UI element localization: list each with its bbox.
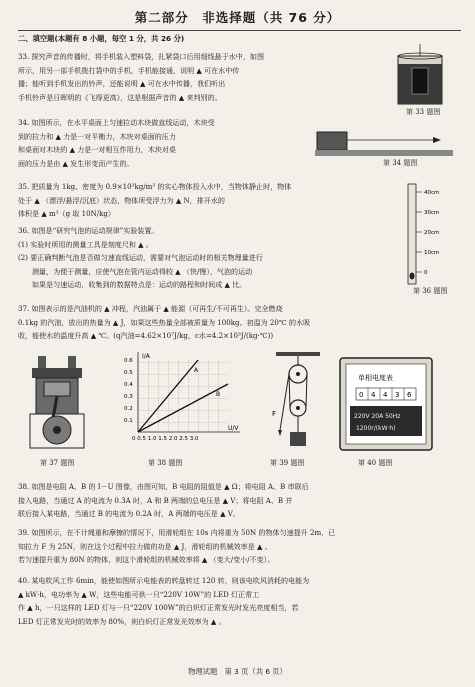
figure-36-caption: 第 36 题图 — [413, 287, 448, 295]
tube-mark: 30cm — [424, 210, 440, 216]
line-b-label: B — [216, 391, 221, 398]
q34-line: 面的压力是由 ▲ 发生形变而产生的。 — [18, 158, 134, 168]
meter-digit: 4 — [383, 391, 388, 399]
q38-line: 联后接入某电路，当通过 B 的电流为 0.2A 时，A 两端的电压是 ▲ V。 — [18, 509, 240, 519]
q36-line: 36. 如图是“研究气泡的运动规律”实验装置。 — [18, 226, 159, 235]
q33-line: 播；能听到手机发出的铃声，还能说明 ▲ 可在水中传播，我们听出 — [18, 79, 226, 89]
meter-digit: 3 — [395, 391, 400, 399]
q34-line: 34. 如图所示，在水平桌面上匀速拉动木块做直线运动，木块受 — [18, 118, 215, 127]
graph-xticks: 0 0.5 1.0 1.5 2.0 2.5 3.0 — [132, 436, 199, 442]
q40-line: LED 灯正常发光时的效率为 80%，则白炽灯正常发光效率为 ▲ 。 — [18, 616, 226, 626]
figure-34-block-on-table — [315, 118, 455, 158]
q35-line: 处于 ▲ （漂浮/悬浮/沉底）状态，物体所受浮力为 ▲ N，排开水的 — [18, 195, 225, 205]
figure-33-beaker — [388, 44, 452, 106]
q33-line: 33. 探究声音的传播时，将手机装入塑料袋，扎紧袋口后用细线悬于水中，如图 — [18, 52, 264, 61]
question-40 — [18, 574, 463, 628]
q39-line: 知拉力 F 为 25N，则在这个过程中拉力做的功是 ▲ J，滑轮组的机械效率是 ▲ 。 — [18, 541, 272, 551]
figure-39-caption: 第 39 题图 — [270, 459, 305, 467]
figure-39-pulley — [268, 352, 328, 456]
meter-digit: 0 — [359, 391, 364, 399]
q36-line: 测量，为便于测量，应使气泡在管内运动得较 ▲ （快/慢），气泡的运动 — [32, 266, 253, 276]
figure-38-iu-graph — [118, 350, 248, 458]
q34-line: 到的拉力和 ▲ 力是一对平衡力，木块对桌面的压力 — [18, 131, 176, 141]
graph-ytick: 0.1 — [124, 418, 133, 424]
tube-mark: 0 — [424, 270, 428, 276]
meter-digit: 6 — [407, 391, 412, 399]
question-36 — [18, 224, 378, 292]
q40-line: 作 ▲ h，一只这样的 LED 灯与一只“220V 100W”的白炽灯正常发光时发光亮度相当，若 — [18, 603, 299, 613]
figure-37-engine — [22, 352, 94, 452]
page-footer: 物理试题 第 3 页（共 6 页） — [188, 667, 287, 676]
graph-ytick: 0.3 — [124, 394, 133, 400]
tube-mark: 40cm — [424, 190, 440, 196]
part-title: 第二部分 非选择题（共 76 分） — [134, 10, 341, 25]
q35-line: 35. 把质量为 1kg、密度为 0.9×10³kg/m³ 的实心物体投入水中，当物体静止时，物体 — [18, 182, 292, 191]
figure-33-caption: 第 33 题图 — [406, 108, 441, 116]
figure-37-caption: 第 37 题图 — [40, 459, 75, 467]
q36-line: 如果是匀速运动，收集到的数据特点是：运动的路程和时间成 ▲ 比。 — [32, 280, 247, 290]
question-39 — [18, 526, 463, 567]
graph-ytick: 0.6 — [124, 358, 133, 364]
q39-line: 若匀速提升重为 80N 的物体，则这个滑轮组的机械效率将 ▲ （变大/变小/不变）。 — [18, 555, 275, 565]
title-rule — [18, 30, 461, 31]
figure-36-bubble-tube — [400, 178, 458, 286]
q39-line: 39. 如图所示，在不计绳重和摩擦的情况下，用滑轮组在 10s 内将重为 50N 的物体匀速提升 2m，已 — [18, 528, 336, 537]
q35-line: 体积是 ▲ m³（g 取 10N/kg） — [18, 209, 115, 219]
section-heading: 二、填空题(本题有 8 小题，每空 1 分，共 26 分) — [18, 34, 185, 43]
question-35 — [18, 180, 408, 221]
graph-ytick: 0.5 — [124, 370, 133, 376]
graph-ytick: 0.4 — [124, 382, 133, 388]
q37-line: 37. 如图表示的是汽油机的 ▲ 冲程，汽油属于 ▲ 能源（可再生/不可再生）。完全燃烧 — [18, 304, 283, 313]
force-label: F — [272, 410, 277, 418]
q36-line: (2) 要正确判断气泡是否做匀速直线运动，需要对气泡运动时的相关物理量进行 — [18, 253, 263, 263]
q37-line: 0.1kg 的汽油，放出的热量为 ▲ J，如果这些热量全部被质量为 100kg、初温为 20℃ 的水吸 — [18, 317, 311, 327]
meter-digit: 4 — [371, 391, 376, 399]
q40-line: 40. 某电吹风工作 6min，能使如图所示电能表的转盘转过 120 转，则该电吹风消耗的电能为 — [18, 576, 310, 585]
tube-mark: 10cm — [424, 250, 440, 256]
q40-line: ▲ kW·h，电功率为 ▲ W，这些电能可供一只“220V 10W”的 LED 灯正常工 — [18, 589, 260, 599]
q38-line: 接入电路，当通过 A 的电流为 0.3A 时，A 和 B 两端的总电压是 ▲ V；将电阻 A、B 并 — [18, 495, 293, 505]
meter-spec: 1200r/(kW·h) — [356, 425, 396, 432]
question-33 — [18, 50, 378, 104]
figure-40-energy-meter — [338, 356, 434, 452]
line-a-label: A — [194, 367, 199, 374]
question-34 — [18, 116, 308, 170]
question-38 — [18, 480, 463, 521]
meter-spec: 220V 20A 50Hz — [354, 413, 401, 420]
q36-line: (1) 实验时所用的测量工具是刻度尺和 ▲ 。 — [18, 239, 153, 249]
meter-title: 单相电度表 — [358, 374, 393, 382]
figure-38-caption: 第 38 题图 — [148, 459, 183, 467]
graph-xlabel: U/V — [228, 425, 239, 432]
figure-34-caption: 第 34 题图 — [383, 159, 418, 167]
question-37 — [18, 302, 458, 343]
q38-line: 38. 如图是电阻 A、B 的 I－U 图像，由图可知，B 电阻的阻值是 ▲ Ω；将电阻 A、B 串联后 — [18, 482, 309, 491]
q33-line: 手机铃声是日晖明的《飞得更高》，这是根据声音的 ▲ 来判别的。 — [18, 92, 222, 102]
graph-ytick: 0.2 — [124, 406, 133, 412]
tube-mark: 20cm — [424, 230, 440, 236]
q37-line: 收，能使水的温度升高 ▲ ℃。(q汽油=4.62×10⁷J/kg，c水=4.2×10³J/(kg·℃)) — [18, 331, 274, 341]
q34-line: 和桌面对木块的 ▲ 力是一对相互作用力，木块对桌 — [18, 145, 176, 155]
graph-ylabel: I/A — [142, 353, 150, 360]
q33-line: 所示，用另一部手机拨打袋中的手机，手机能接通，说明 ▲ 可在水中传 — [18, 65, 240, 75]
figure-40-caption: 第 40 题图 — [358, 459, 393, 467]
